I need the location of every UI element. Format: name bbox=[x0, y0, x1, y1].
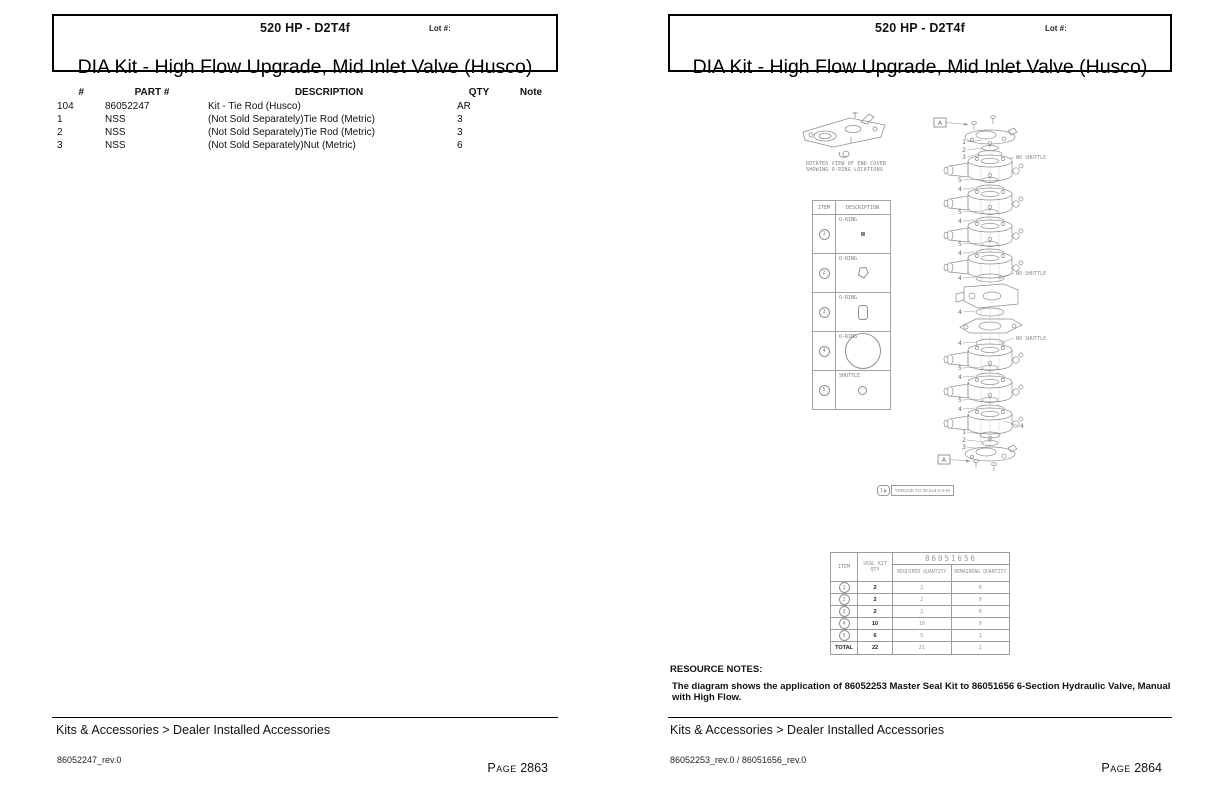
detail-marker-bottom bbox=[938, 455, 970, 464]
legend-col-desc: DESCRIPTION bbox=[845, 204, 880, 211]
oring-capsule-glyph bbox=[858, 305, 868, 320]
flag-arrow-icon bbox=[884, 489, 887, 493]
callout-5: 5 bbox=[958, 240, 962, 248]
seal-part-number: 86051656 bbox=[893, 553, 1010, 565]
left-page-header-box bbox=[52, 14, 558, 78]
rotated-view-caption bbox=[806, 161, 886, 173]
callout-5: 5 bbox=[958, 396, 962, 404]
cell-desc: (Not Sold Separately)Nut (Metric) bbox=[208, 140, 356, 151]
callout-2: 2 bbox=[962, 146, 966, 154]
svg-text:NO SHUTTLE: NO SHUTTLE bbox=[1016, 155, 1047, 161]
seal-required-qty: 10 bbox=[893, 618, 952, 630]
seal-col-required: REQUIRED QUANTITY bbox=[893, 565, 952, 582]
seal-required-qty: 5 bbox=[893, 630, 952, 642]
legend-desc-label: O-RING bbox=[839, 334, 858, 340]
col-header-note: Note bbox=[519, 87, 543, 98]
legend-desc-label: SHUTTLE bbox=[839, 373, 861, 379]
callout-4: 4 bbox=[1020, 422, 1024, 430]
cell-part: 86052247 bbox=[105, 101, 150, 112]
page-number-value: 2864 bbox=[1134, 761, 1162, 775]
seal-kit-qty: 2 bbox=[858, 582, 893, 594]
legend-header bbox=[813, 201, 890, 215]
torque-flag-number: 1 bbox=[880, 487, 883, 494]
seal-remaining-qty: 1 bbox=[951, 630, 1010, 642]
table-row bbox=[52, 113, 558, 126]
callout-5: 5 bbox=[958, 208, 962, 216]
rotated-view-caption-line1: ROTATED VIEW OF END COVER bbox=[806, 161, 887, 167]
legend-table bbox=[812, 200, 891, 410]
left-page-title: DIA Kit - High Flow Upgrade, Mid Inlet Valve (Husco) bbox=[77, 55, 533, 78]
seal-total-row bbox=[831, 642, 1010, 655]
right-lot-label: Lot #: bbox=[1045, 24, 1067, 33]
left-page-number bbox=[400, 761, 548, 775]
callout-4: 4 bbox=[958, 339, 962, 347]
table-row bbox=[52, 126, 558, 139]
legend-item-badge: 2 bbox=[819, 268, 830, 279]
legend-row bbox=[813, 371, 890, 409]
page-word: Page bbox=[487, 761, 517, 775]
table-row bbox=[52, 139, 558, 152]
page-number-value: 2863 bbox=[520, 761, 548, 775]
legend-col-item: ITEM bbox=[813, 201, 836, 214]
legend-desc-label: O-RING bbox=[839, 256, 858, 262]
legend-item-badge: 3 bbox=[819, 307, 830, 318]
seal-row bbox=[831, 630, 1010, 642]
right-revision-label: 86052253_rev.0 / 86051656_rev.0 bbox=[670, 755, 807, 765]
seal-row bbox=[831, 582, 1010, 594]
seal-remaining-qty: 0 bbox=[951, 606, 1010, 618]
oring-pentagon-glyph bbox=[856, 266, 870, 280]
col-header-num: # bbox=[78, 87, 84, 98]
legend-item-badge: 4 bbox=[819, 346, 830, 357]
seal-kit-table bbox=[830, 552, 1010, 655]
callout-4: 4 bbox=[958, 308, 962, 316]
seal-item-badge: 1 bbox=[839, 582, 850, 593]
torque-flag bbox=[877, 485, 890, 496]
seal-required-qty: 2 bbox=[893, 594, 952, 606]
no-shuttle-label bbox=[999, 271, 1046, 279]
cell-qty: 3 bbox=[457, 127, 463, 138]
seal-total-required: 21 bbox=[893, 642, 952, 655]
col-header-part: PART # bbox=[134, 87, 170, 98]
detail-marker-letter: A bbox=[942, 456, 946, 464]
cell-num: 2 bbox=[57, 127, 63, 138]
cell-note bbox=[504, 126, 558, 139]
seal-total-remaining: 1 bbox=[951, 642, 1010, 655]
detail-marker-top bbox=[934, 118, 968, 127]
cell-num: 104 bbox=[57, 101, 74, 112]
right-page-header-box bbox=[668, 14, 1172, 78]
seal-item-badge: 5 bbox=[839, 630, 850, 641]
seal-kit-qty: 10 bbox=[858, 618, 893, 630]
shuttle-glyph bbox=[858, 386, 867, 395]
cell-num: 1 bbox=[57, 114, 63, 125]
cell-qty: 3 bbox=[457, 114, 463, 125]
seal-row bbox=[831, 594, 1010, 606]
seal-row bbox=[831, 606, 1010, 618]
callout-2: 2 bbox=[962, 436, 966, 444]
legend-desc-label: O-RING bbox=[839, 217, 858, 223]
callout-5: 5 bbox=[958, 176, 962, 184]
seal-required-qty: 2 bbox=[893, 582, 952, 594]
seal-col-item: ITEM bbox=[831, 553, 858, 582]
seal-remaining-qty: 0 bbox=[951, 594, 1010, 606]
seal-col-remaining: REMAINING QUANTITY bbox=[951, 565, 1010, 582]
cell-desc: (Not Sold Separately)Tie Rod (Metric) bbox=[208, 114, 375, 125]
right-footer-rule bbox=[668, 717, 1172, 718]
seal-item-badge: 2 bbox=[839, 594, 850, 605]
seal-item-badge: 4 bbox=[839, 618, 850, 629]
callout-3: 3 bbox=[962, 443, 966, 451]
callout-5: 5 bbox=[958, 364, 962, 372]
callout-4: 4 bbox=[958, 217, 962, 225]
callout-3: 3 bbox=[962, 153, 966, 161]
callout-1: 1 bbox=[962, 428, 966, 436]
seal-kit-qty: 2 bbox=[858, 606, 893, 618]
legend-row bbox=[813, 215, 890, 254]
seal-row bbox=[831, 618, 1010, 630]
right-page-number bbox=[1014, 761, 1162, 775]
cell-part: NSS bbox=[105, 140, 126, 151]
legend-row bbox=[813, 254, 890, 293]
legend-item-badge: 1 bbox=[819, 229, 830, 240]
callout-4: 4 bbox=[958, 405, 962, 413]
rotated-view-caption-line2: SHOWING O-RING LOCATIONS bbox=[806, 167, 884, 173]
right-page-title: DIA Kit - High Flow Upgrade, Mid Inlet Valve (Husco) bbox=[692, 55, 1148, 78]
torque-note-text: TORQUE TO 30.0±3.0 N-M bbox=[891, 485, 954, 496]
cell-desc: (Not Sold Separately)Tie Rod (Metric) bbox=[208, 127, 375, 138]
cell-num: 3 bbox=[57, 140, 63, 151]
svg-text:NO SHUTTLE: NO SHUTTLE bbox=[1016, 271, 1047, 277]
callout-4: 4 bbox=[958, 274, 962, 282]
breadcrumb: Kits & Accessories > Dealer Installed Accessories bbox=[670, 723, 945, 737]
left-footer-rule bbox=[52, 717, 558, 718]
legend-desc-label: O-RING bbox=[839, 295, 858, 301]
col-header-qty: QTY bbox=[468, 87, 490, 98]
torque-note bbox=[877, 485, 954, 496]
parts-table-header-row bbox=[52, 86, 558, 99]
seal-remaining-qty: 0 bbox=[951, 582, 1010, 594]
legend-row bbox=[813, 332, 890, 371]
col-header-desc: DESCRIPTION bbox=[294, 87, 364, 98]
oring-dot-glyph bbox=[861, 232, 865, 236]
cell-note bbox=[504, 113, 558, 126]
callout-4: 4 bbox=[958, 185, 962, 193]
rotated-end-cover-sketch bbox=[795, 110, 895, 162]
seal-kit-qty: 2 bbox=[858, 594, 893, 606]
seal-remaining-qty: 0 bbox=[951, 618, 1010, 630]
parts-table bbox=[52, 86, 558, 152]
legend-item-badge: 5 bbox=[819, 385, 830, 396]
left-model-title: 520 HP - D2T4f bbox=[259, 21, 351, 35]
breadcrumb: Kits & Accessories > Dealer Installed Accessories bbox=[56, 723, 331, 737]
svg-text:NO SHUTTLE: NO SHUTTLE bbox=[1016, 336, 1047, 342]
callout-1: 1 bbox=[962, 138, 966, 146]
cell-part: NSS bbox=[105, 127, 126, 138]
cell-part: NSS bbox=[105, 114, 126, 125]
seal-total-label: TOTAL bbox=[831, 642, 858, 655]
seal-total-kit: 22 bbox=[858, 642, 893, 655]
cell-qty: AR bbox=[457, 101, 471, 112]
left-revision-label: 86052247_rev.0 bbox=[57, 755, 122, 765]
seal-required-qty: 2 bbox=[893, 606, 952, 618]
callout-4: 4 bbox=[958, 249, 962, 257]
resource-notes-body: The diagram shows the application of 86052253 Master Seal Kit to 86051656 6-Section Hydraulic Valve, Manual with High Flow. bbox=[672, 681, 1171, 703]
right-model-title: 520 HP - D2T4f bbox=[874, 21, 966, 35]
no-shuttle-label bbox=[1001, 336, 1046, 344]
seal-col-kit: SEAL KIT QTY bbox=[858, 553, 893, 582]
seal-kit-qty: 6 bbox=[858, 630, 893, 642]
table-row bbox=[52, 100, 558, 113]
seal-item-badge: 3 bbox=[839, 606, 850, 617]
resource-notes-heading: RESOURCE NOTES: bbox=[670, 664, 763, 675]
cell-qty: 6 bbox=[457, 140, 463, 151]
detail-marker-letter: A bbox=[938, 119, 942, 127]
cell-note bbox=[504, 100, 558, 113]
callout-4: 4 bbox=[958, 373, 962, 381]
exploded-valve-stack-diagram bbox=[920, 110, 1080, 472]
legend-row bbox=[813, 293, 890, 332]
cell-note bbox=[504, 139, 558, 152]
page-word: Page bbox=[1101, 761, 1131, 775]
left-lot-label: Lot #: bbox=[429, 24, 451, 33]
cell-desc: Kit - Tie Rod (Husco) bbox=[208, 101, 301, 112]
